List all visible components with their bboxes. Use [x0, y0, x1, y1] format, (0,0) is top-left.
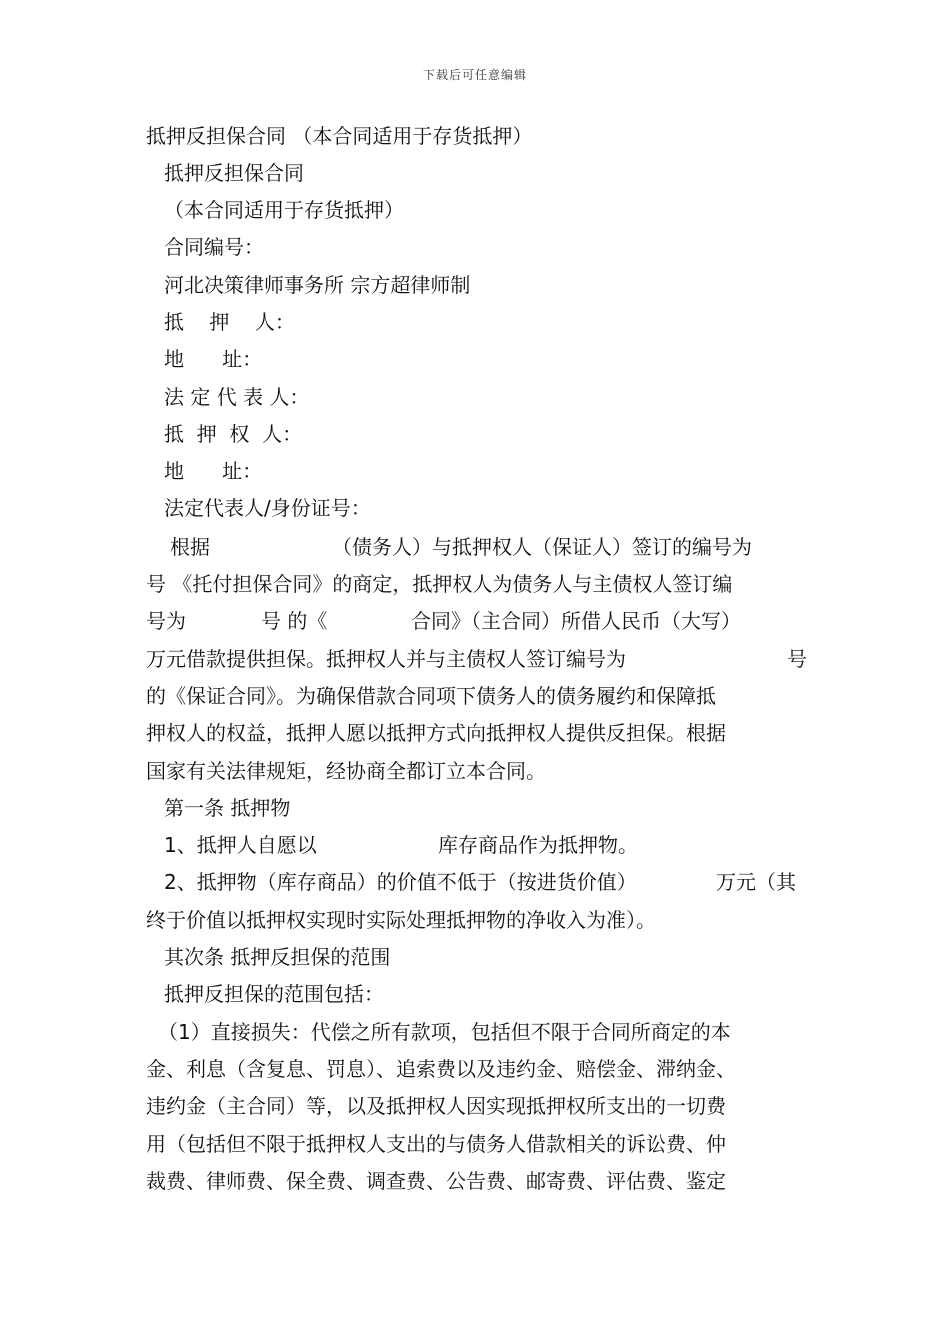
- mortgagee-label: 抵 押 权 人：: [164, 422, 303, 446]
- scope-line: （1）直接损失：代偿之所有款项，包括但不限于合同所商定的本: [158, 1020, 731, 1044]
- page-header: 下载后可任意编辑: [422, 68, 527, 82]
- clause-line: 万元（其: [716, 870, 796, 894]
- scope-line: 用（包括但不限于抵押权人支出的与债务人借款相关的诉讼费、仲: [146, 1132, 726, 1156]
- clause-line: 终于价值以抵押权实现时实际处理抵押物的净收入为准）。: [146, 908, 656, 932]
- paragraph-line: 的《保证合同》。为确保借款合同项下债务人的债务履约和保障抵: [146, 684, 716, 708]
- paragraph-line: 号 《托付担保合同》的商定，抵押权人为债务人与主债权人签订编: [146, 572, 733, 596]
- article-2-heading: 其次条 抵押反担保的范围: [164, 945, 391, 969]
- document-title-line: 抵押反担保合同 （本合同适用于存货抵押）: [146, 124, 533, 148]
- paragraph-line: 万元借款提供担保。抵押权人并与主债权人签订编号为: [146, 647, 626, 671]
- paragraph-line: 号为: [146, 609, 186, 633]
- contract-number-label: 合同编号：: [164, 235, 264, 259]
- drafted-by-line: 河北决策律师事务所 宗方超律师制: [164, 273, 471, 297]
- contract-subtitle: （本合同适用于存货抵押）: [164, 198, 404, 222]
- mortgagee-legal-rep-label: 法定代表人/身份证号：: [164, 496, 371, 520]
- mortgagor-label: 抵 押 人：: [164, 310, 295, 334]
- paragraph-line: 号 的《: [261, 609, 328, 633]
- mortgagor-legal-rep-label: 法 定 代 表 人：: [164, 385, 310, 409]
- paragraph-line: 号: [787, 647, 807, 671]
- contract-title: 抵押反担保合同: [164, 161, 304, 185]
- paragraph-line: 国家有关法律规矩，经协商全都订立本合同。: [146, 759, 546, 783]
- clause-line: 2、抵押物（库存商品）的价值不低于（按进货价值）: [164, 870, 637, 894]
- mortgagee-address-label: 地 址：: [164, 459, 263, 483]
- scope-line: 违约金（主合同）等，以及抵押权人因实现抵押权所支出的一切费: [146, 1094, 726, 1118]
- scope-line: 裁费、律师费、保全费、调查费、公告费、邮寄费、评估费、鉴定: [146, 1169, 726, 1193]
- clause-line: 库存商品作为抵押物。: [438, 833, 638, 857]
- article-1-heading: 第一条 抵押物: [164, 796, 291, 820]
- paragraph-line: 根据: [170, 535, 210, 559]
- scope-line: 金、利息（含复息、罚息）、追索费以及违约金、赔偿金、滞纳金、: [146, 1057, 736, 1081]
- paragraph-line: （债务人）与抵押权人（保证人）签订的编号为: [332, 535, 752, 559]
- mortgagor-address-label: 地 址：: [164, 347, 263, 371]
- paragraph-line: 合同》（主合同）所借人民币（大写）: [411, 609, 741, 633]
- paragraph-line: 押权人的权益，抵押人愿以抵押方式向抵押权人提供反担保。根据: [146, 721, 726, 745]
- scope-intro: 抵押反担保的范围包括：: [164, 982, 384, 1006]
- clause-line: 1、抵押人自愿以: [164, 833, 317, 857]
